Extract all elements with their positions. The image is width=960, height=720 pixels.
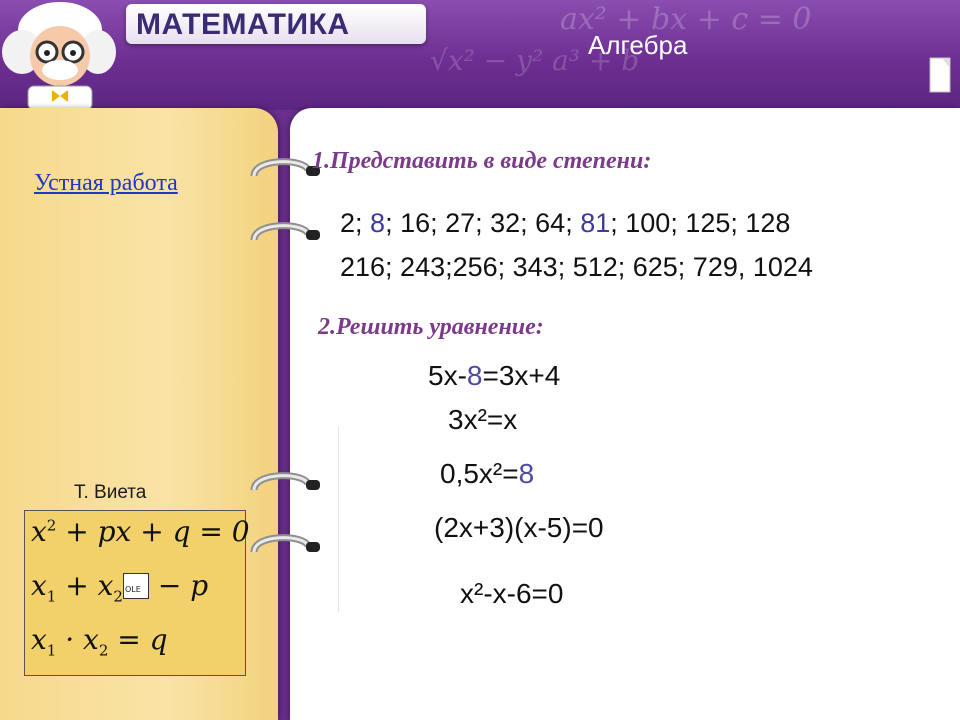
subject-title: Алгебра [588, 30, 688, 60]
equation-part: =3x+4 [482, 360, 561, 391]
vieta-sum: $x_1 + x_2OLE - p$ [31, 569, 208, 606]
number-segment: 8 [370, 208, 386, 238]
vieta-label: Т. Виета [74, 482, 147, 503]
equation-4: (2x+3)(x-5)=0 [434, 512, 604, 543]
equation-2: 3x²=x [448, 404, 518, 435]
oral-work-link[interactable]: Устная работа [34, 170, 178, 196]
professor-mascot-icon [0, 0, 118, 110]
vieta-product: $x_1 \cdot x_2 = q$ [31, 623, 168, 660]
left-sidebar-panel [0, 108, 278, 720]
task1-title: 1.Представить в виде степени: [312, 148, 652, 174]
header-banner [0, 0, 960, 110]
equation-5: x²-x-6=0 [460, 578, 564, 609]
ole-object-icon [123, 573, 149, 599]
number-segment: 2; [340, 208, 371, 238]
binder-ring-icon [246, 528, 326, 568]
binder-ring-icon [246, 216, 326, 256]
equation-part: 5x- [428, 360, 467, 391]
main-content-panel [290, 108, 960, 720]
equation-part: 0,5x²= [440, 458, 519, 489]
vieta-formula-box [24, 510, 250, 676]
number-segment: ; 16; 27; 32; 64; [385, 208, 581, 238]
logo-text: МАТЕМАТИКА [136, 8, 350, 41]
equation-3 [440, 458, 534, 490]
header-decor-formula-2: √x² − y² a³ + b [430, 44, 640, 77]
binder-ring-icon [246, 466, 326, 506]
number-segment: ; 100; 125; 128 [610, 208, 791, 238]
vieta-equation: $x^2$ + px + q = 0 [31, 515, 250, 548]
faint-guide-line [338, 426, 353, 612]
equation-1 [428, 360, 560, 392]
task1-numbers-line-1 [340, 208, 790, 239]
header-decor-formula: ax² + bx + c = 0 [560, 2, 812, 37]
page-corner-icon [928, 56, 954, 96]
task2-title: 2.Решить уравнение: [318, 314, 544, 340]
equation-part: 8 [466, 360, 483, 391]
equation-part: 8 [518, 458, 535, 489]
logo-plate [126, 4, 426, 44]
number-segment: 81 [580, 208, 611, 238]
task1-numbers-line-2: 216; 243;256; 343; 512; 625; 729, 1024 [340, 252, 813, 282]
